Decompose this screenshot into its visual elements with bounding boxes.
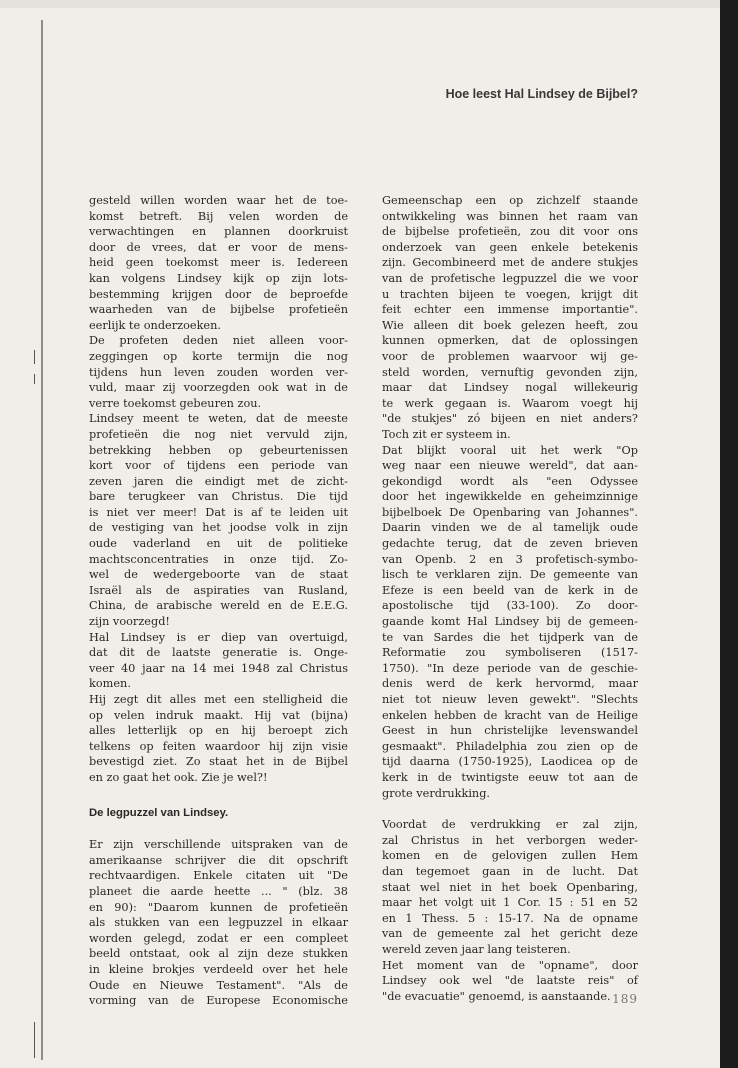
- text-line: Er zijn verschillende uitspraken van de: [89, 838, 348, 852]
- running-header: Hoe leest Hal Lindsey de Bijbel?: [445, 87, 638, 101]
- paragraph: [89, 692, 348, 786]
- text-line: Geest in hun christelijke levenswandel: [382, 724, 638, 738]
- text-line: komen.: [89, 677, 131, 691]
- text-line: planeet die aarde heette ... " (blz. 38: [89, 884, 348, 898]
- text-line: zijn. Gecombineerd met de andere stukjes: [382, 256, 638, 270]
- text-line: maar dat Lindsey nogal willekeurig: [382, 381, 638, 395]
- paragraph: [89, 193, 348, 333]
- text-line: en 1 Thess. 5 : 15-17. Na de opname: [382, 911, 638, 925]
- spacer: [382, 801, 638, 817]
- left-column: [89, 193, 348, 1009]
- text-line: profetieën die nog niet vervuld zijn,: [89, 427, 348, 441]
- text-line: van Openb. 2 en 3 profetisch-symbo-: [382, 552, 638, 566]
- text-line: China, de arabische wereld en de E.E.G.: [89, 599, 348, 613]
- text-line: gedachte terug, dat de zeven brieven: [382, 537, 638, 551]
- text-line: heid geen toekomst meer is. Iedereen: [89, 256, 348, 270]
- text-line: tijdens hun leven zouden worden ver-: [89, 365, 348, 379]
- paragraph: [382, 443, 638, 802]
- text-line: lisch te verklaren zijn. De gemeente van: [382, 568, 638, 582]
- text-line: bijbelboek De Openbaring van Johannes".: [382, 505, 638, 519]
- text-line: te werk gegaan is. Waarom voegt hij: [382, 396, 638, 410]
- page-number: 189: [612, 992, 638, 1006]
- text-line: weg naar een nieuwe wereld", dat aan-: [382, 459, 638, 473]
- text-line: op velen indruk maakt. Hij vat (bijna): [89, 708, 348, 722]
- text-line: oude vaderland en uit de politieke: [89, 537, 348, 551]
- text-line: onderzoek van geen enkele betekenis: [382, 240, 638, 254]
- text-line: dan tegemoet gaan in de lucht. Dat: [382, 864, 638, 878]
- text-line: Oude en Nieuwe Testament". "Als de: [89, 978, 348, 992]
- text-line: Lindsey meent te weten, dat de meeste: [89, 412, 348, 426]
- text-line: gekondigd wordt als "een Odyssee: [382, 474, 638, 488]
- text-line: van de gemeente zal het gericht deze: [382, 927, 638, 941]
- text-line: "de evacuatie" genoemd, is aanstaande.: [382, 989, 611, 1003]
- text-line: "de stukjes" zó bijeen en niet anders?: [382, 412, 638, 426]
- text-line: bare terugkeer van Christus. Die tijd: [89, 490, 348, 504]
- text-line: Hal Lindsey is er diep van overtuigd,: [89, 630, 348, 644]
- text-line: telkens op feiten waardoor hij zijn visie: [89, 739, 348, 753]
- text-line: veer 40 jaar na 14 mei 1948 zal Christus: [89, 661, 348, 675]
- text-line: rechtvaardigen. Enkele citaten uit "De: [89, 869, 348, 883]
- text-line: kan volgens Lindsey kijk op zijn lots-: [89, 271, 348, 285]
- text-line: machtsconcentraties in onze tijd. Zo-: [89, 552, 348, 566]
- binding-line: [41, 20, 43, 1060]
- spacer: [89, 786, 348, 806]
- text-line: u trachten bijeen te voegen, krijgt dit: [382, 287, 638, 301]
- text-line: de vestiging van het joodse volk in zijn: [89, 521, 348, 535]
- text-line: Toch zit er systeem in.: [382, 427, 511, 441]
- text-line: alles letterlijk op en hij beroept zich: [89, 724, 348, 738]
- text-line: denis werd de kerk hervormd, maar: [382, 677, 638, 691]
- text-line: door het ingewikkelde en geheimzinnige: [382, 490, 638, 504]
- text-line: kunnen opmerken, dat de oplossingen: [382, 334, 638, 348]
- paragraph: [89, 837, 348, 1009]
- text-line: wereld zeven jaar lang teisteren.: [382, 942, 571, 956]
- text-line: Wie alleen dit boek gelezen heeft, zou: [382, 318, 638, 332]
- text-line: eerlijk te onderzoeken.: [89, 318, 221, 332]
- text-line: Lindsey ook wel "de laatste reis" of: [382, 974, 638, 988]
- text-line: staat wel niet in het boek Openbaring,: [382, 880, 638, 894]
- right-column: [382, 193, 638, 1004]
- text-line: niet tot nieuw leven gewekt". "Slechts: [382, 693, 638, 706]
- text-line: tijd daarna (1750-1925), Laodicea op de: [382, 755, 638, 769]
- text-line: Daarin vinden we de al tamelijk oude: [382, 521, 638, 535]
- spacer: [89, 821, 348, 837]
- text-line: grote verdrukking.: [382, 786, 491, 800]
- paragraph: [89, 411, 348, 629]
- text-line: apostolische tijd (33-100). Zo door-: [382, 599, 638, 613]
- text-line: beeld ontstaat, ook al zijn deze stukken: [89, 947, 348, 961]
- text-line: kort voor of tijdens een periode van: [89, 459, 348, 473]
- text-line: verre toekomst gebeuren zou.: [89, 396, 262, 410]
- page-top-edge: [0, 0, 738, 8]
- text-line: zeven jaren die eindigt met de zicht-: [89, 474, 348, 488]
- text-line: en zo gaat het ook. Zie je wel?!: [89, 770, 268, 784]
- text-line: komen en de gelovigen zullen Hem: [382, 849, 638, 863]
- text-line: Efeze is een beeld van de kerk in de: [382, 583, 638, 597]
- text-line: zal Christus in het verborgen weder-: [382, 833, 638, 847]
- text-line: Gemeenschap een op zichzelf staande: [382, 194, 638, 207]
- margin-mark: [34, 350, 35, 364]
- text-line: Reformatie zou symboliseren (1517-: [382, 646, 638, 660]
- text-line: maar het volgt uit 1 Cor. 15 : 51 en 52: [382, 896, 638, 910]
- paragraph: [382, 817, 638, 957]
- text-line: enkelen hebben de kracht van de Heilige: [382, 708, 638, 722]
- text-line: gaande komt Hal Lindsey bij de gemeen-: [382, 615, 638, 629]
- text-line: komst betreft. Bij velen worden de: [89, 209, 348, 223]
- text-line: amerikaanse schrijver die dit opschrift: [89, 853, 348, 867]
- text-line: van de profetische legpuzzel die we voor: [382, 271, 638, 285]
- text-line: waarheden van de bijbelse profetieën: [89, 303, 348, 317]
- text-line: en 90): "Daarom kunnen de profetieën: [89, 900, 348, 914]
- text-line: bevestigd ziet. Zo staat het in de Bijbel: [89, 755, 348, 769]
- text-line: worden gelegd, zodat er een compleet: [89, 931, 348, 945]
- text-line: de bijbelse profetieën, zou dit voor ons: [382, 225, 638, 239]
- text-line: Israël als de aspiraties van Rusland,: [89, 583, 348, 597]
- paragraph: [382, 193, 638, 443]
- margin-mark: [34, 374, 35, 384]
- text-line: betrekking hebben op gebeurtenissen: [89, 443, 348, 457]
- text-line: steld worden, vernuftig gevonden zijn,: [382, 365, 638, 379]
- text-line: verwachtingen en plannen doorkruist: [89, 225, 348, 239]
- text-line: door de vrees, dat er voor de mens-: [89, 240, 348, 254]
- text-line: bestemming krijgen door de beproefde: [89, 287, 348, 301]
- text-line: 1750). "In deze periode van de geschie-: [382, 661, 638, 675]
- paragraph: [89, 333, 348, 411]
- text-line: feit echter een immense importantie".: [382, 303, 638, 317]
- section-subheading: De legpuzzel van Lindsey.: [89, 806, 229, 819]
- paragraph: [89, 630, 348, 692]
- text-line: als stukken van een legpuzzel in elkaar: [89, 916, 348, 930]
- text-line: te van Sardes die het tijdperk van de: [382, 630, 638, 644]
- text-line: dat dit de laatste generatie is. Onge-: [89, 646, 348, 660]
- text-line: Het moment van de "opname", door: [382, 958, 638, 972]
- margin-mark: [34, 1022, 35, 1058]
- text-line: kerk in de twintigste eeuw tot aan de: [382, 770, 638, 784]
- text-line: is niet ver meer! Dat is af te leiden uit: [89, 505, 348, 519]
- text-line: Hij zegt dit alles met een stelligheid die: [89, 693, 348, 706]
- text-line: in kleine brokjes verdeeld over het hele: [89, 962, 348, 976]
- text-line: wel de wedergeboorte van de staat: [89, 568, 348, 582]
- text-line: ontwikkeling was binnen het raam van: [382, 209, 638, 223]
- scan-dark-edge: [720, 0, 738, 1068]
- text-line: zeggingen op korte termijn die nog: [89, 349, 348, 363]
- text-line: De profeten deden niet alleen voor-: [89, 334, 348, 348]
- text-line: Dat blijkt vooral uit het werk "Op: [382, 443, 638, 457]
- text-line: zijn voorzegd!: [89, 615, 170, 629]
- text-line: Voordat de verdrukking er zal zijn,: [382, 818, 638, 832]
- text-line: vuld, maar zij voorzegden ook wat in de: [89, 381, 348, 395]
- text-line: vorming van de Europese Economische: [89, 994, 348, 1008]
- text-line: gesteld willen worden waar het de toe-: [89, 194, 348, 207]
- text-line: gesmaakt". Philadelphia zou zien op de: [382, 739, 638, 753]
- text-line: voor de problemen waarvoor wij ge-: [382, 349, 638, 363]
